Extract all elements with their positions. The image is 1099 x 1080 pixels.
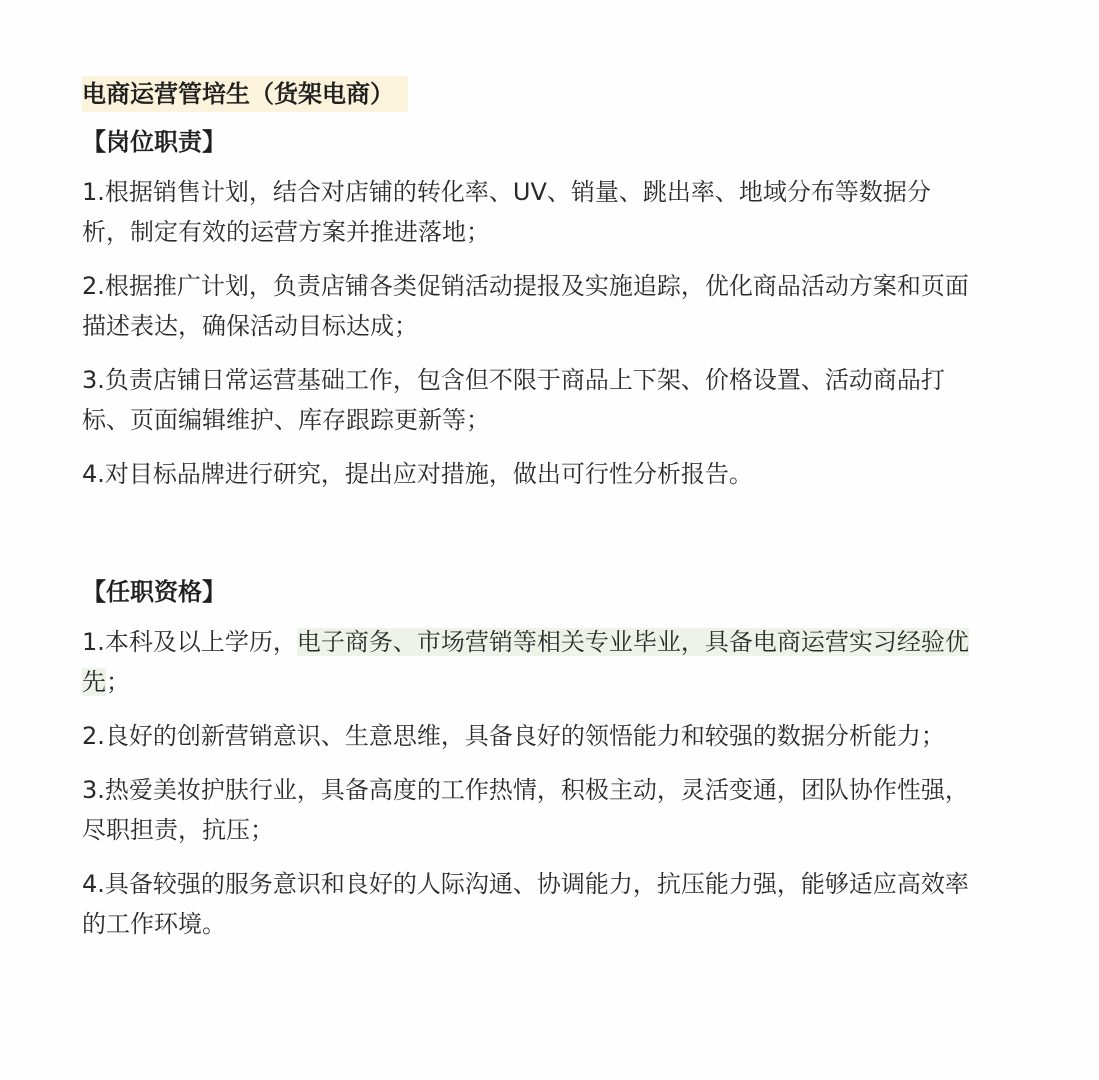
responsibility-item-3: 3.负责店铺日常运营基础工作，包含但不限于商品上下架、价格设置、活动商品打标、页面编辑维护、库存跟踪更新等； — [82, 366, 945, 434]
job-title: 电商运营管培生（货架电商） — [82, 76, 408, 112]
job-description — [82, 76, 982, 958]
responsibility-item-4: 4.对目标品牌进行研究，提出应对措施，做出可行性分析报告。 — [82, 460, 753, 488]
responsibility-item-1: 1.根据销售计划，结合对店铺的转化率、UV、销量、跳出率、地域分布等数据分析，制定有效的运营方案并推进落地； — [82, 178, 931, 246]
qualification-item-1-suffix: ； — [106, 668, 130, 696]
qualification-item-1-highlight: 电子商务、市场营销等相关专业毕业，具备电商运营实习经验优先 — [82, 628, 969, 696]
responsibility-item-2: 2.根据推广计划，负责店铺各类促销活动提报及实施追踪，优化商品活动方案和页面描述表达，确保活动目标达成； — [82, 272, 969, 340]
qualification-item-3: 3.热爱美妆护肤行业，具备高度的工作热情，积极主动，灵活变通，团队协作性强，尽职担责，抗压； — [82, 776, 969, 844]
qualifications-heading: 【任职资格】 — [82, 578, 226, 606]
qualification-item-1-prefix: 1.本科及以上学历， — [82, 628, 297, 656]
section-spacer — [82, 508, 982, 570]
qualification-item-1 — [82, 622, 972, 702]
qualification-item-4: 4.具备较强的服务意识和良好的人际沟通、协调能力，抗压能力强，能够适应高效率的工作环境。 — [82, 870, 969, 938]
responsibilities-heading: 【岗位职责】 — [82, 128, 226, 156]
qualification-item-2: 2.良好的创新营销意识、生意思维，具备良好的领悟能力和较强的数据分析能力； — [82, 722, 945, 750]
